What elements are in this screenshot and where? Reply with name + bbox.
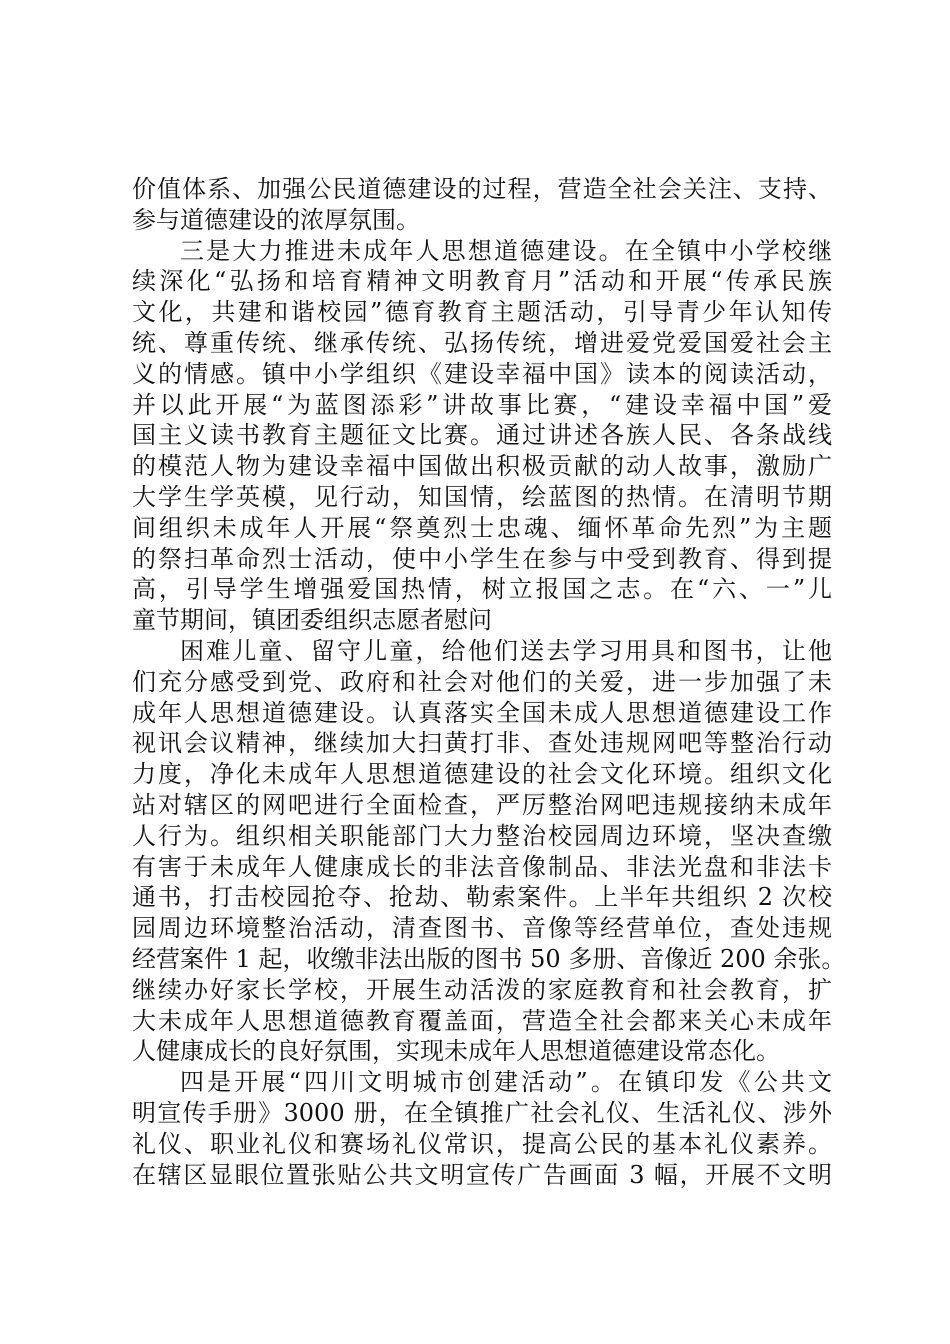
- text-line: 礼仪、职业礼仪和赛场礼仪常识，提高公民的基本礼仪素养。: [132, 1129, 832, 1158]
- text-line: 明宣传手册》3000 册，在全镇推广社会礼仪、生活礼仪、涉外: [132, 1098, 832, 1127]
- text-line: 的模范人物为建设幸福中国做出积极贡献的动人故事，激励广: [132, 452, 832, 481]
- text-line: 有害于未成年人健康成长的非法音像制品、非法光盘和非法卡: [132, 852, 832, 881]
- text-line: 通书，打击校园抢夺、抢劫、勒索案件。上半年共组织 2 次校: [132, 883, 832, 912]
- text-line: 力度，净化未成年人思想道德建设的社会文化环境。组织文化: [132, 760, 832, 789]
- text-line: 困难儿童、留守儿童，给他们送去学习用具和图书，让他: [180, 636, 832, 665]
- text-line: 三是大力推进未成年人思想道德建设。在全镇中小学校继: [180, 236, 832, 265]
- text-line: 视讯会议精神，继续加大扫黄打非、查处违规网吧等整治行动: [132, 729, 832, 758]
- text-line: 国主义读书教育主题征文比赛。通过讲述各族人民、各条战线: [132, 421, 832, 450]
- text-line: 大学生学英模，见行动，知国情，绘蓝图的热情。在清明节期: [132, 482, 832, 511]
- text-line: 高，引导学生增强爱国热情，树立报国之志。在“六、一”儿: [132, 575, 832, 604]
- text-line: 并以此开展“为蓝图添彩”讲故事比赛，“建设幸福中国”爱: [132, 390, 832, 419]
- text-line: 继续办好家长学校，开展生动活泼的家庭教育和社会教育，扩: [132, 975, 832, 1004]
- text-line: 们充分感受到党、政府和社会对他们的关爱，进一步加强了未: [132, 667, 832, 696]
- text-line: 经营案件 1 起，收缴非法出版的图书 50 多册、音像近 200 余张。: [132, 944, 846, 973]
- text-line: 人行为。组织相关职能部门大力整治校园周边环境，坚决查缴: [132, 821, 832, 850]
- text-line: 成年人思想道德建设。认真落实全国未成人思想道德建设工作: [132, 698, 832, 727]
- text-line: 大未成年人思想道德教育覆盖面，营造全社会都来关心未成年: [132, 1006, 832, 1035]
- text-line: 价值体系、加强公民道德建设的过程，营造全社会关注、支持、: [132, 175, 832, 203]
- text-line: 统、尊重传统、继承传统、弘扬传统，增进爱党爱国爱社会主: [132, 328, 832, 357]
- text-line: 四是开展“四川文明城市创建活动”。在镇印发《公共文: [180, 1068, 832, 1097]
- text-line: 在辖区显眼位置张贴公共文明宣传广告画面 3 幅，开展不文明: [132, 1160, 832, 1189]
- text-line: 人健康成长的良好氛围，实现未成年人思想道德建设常态化。: [132, 1037, 780, 1066]
- text-line: 续深化“弘扬和培育精神文明教育月”活动和开展“传承民族: [132, 267, 832, 296]
- text-line: 童节期间，镇团委组织志愿者慰问: [132, 606, 492, 635]
- text-line: 间组织未成年人开展“祭奠烈士忠魂、缅怀革命先烈”为主题: [132, 513, 832, 542]
- text-line: 的祭扫革命烈士活动，使中小学生在参与中受到教育、得到提: [132, 544, 832, 573]
- text-line: 参与道德建设的浓厚氛围。: [132, 205, 420, 234]
- text-line: 义的情感。镇中小学组织《建设幸福中国》读本的阅读活动，: [132, 359, 832, 388]
- body-text: [132, 174, 846, 1190]
- text-line: 园周边环境整治活动，清查图书、音像等经营单位，查处违规: [132, 914, 832, 943]
- text-line: 站对辖区的网吧进行全面检查，严厉整治网吧违规接纳未成年: [132, 790, 832, 819]
- text-line: 文化，共建和谐校园”德育教育主题活动，引导青少年认知传: [132, 298, 832, 327]
